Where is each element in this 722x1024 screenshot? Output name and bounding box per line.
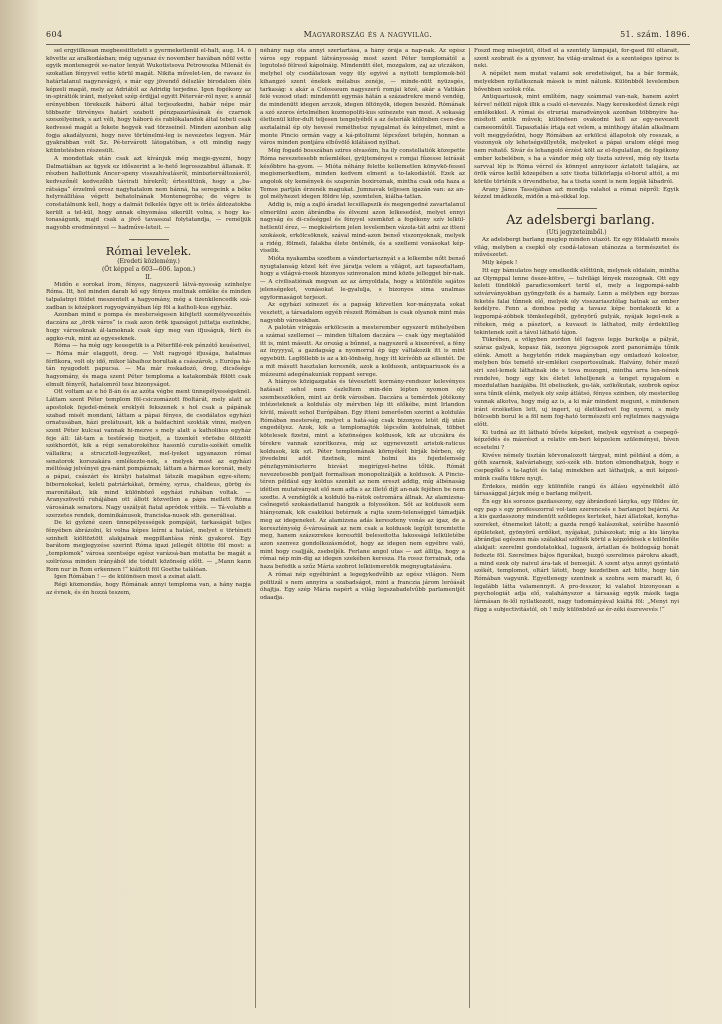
paragraph: Ott voltam az e hó 8-án és az azóta végbe ment ünnepélyességeknél. Láttam szent Péter templom föl-csiczomázott föoltárát, mely alatt az apostolok fejedel-mének ereklyéi fekszenek s hol csak a pápának szabad misét mondani, láttam a pápai fényes, de csodálatos egyházi ornatusában, házi prelátusait, kik a baldachint szokták vinni, melyen szent Péter kulcsai vannak hi-mezve s mely alatt a katholikus egyház feje áll: lát-tam a testőrség tisztjeit, a tizenkét vörösbe öltözött székhordót, kik a régi senatorokéhoz hasonló curulis-székét emelik vállaikra; a strucztoll-legyezőket, mel-lyeket ugyanazon római senatorok korszakára emlékezte-nek, s melyek most az egyházi méltóság jelvényei gya-nánt pompáznak; láttam a hármas koronát, mely a pápai, császári és királyi hatalmat látszik magában egye-sítem; bibornokokat, keleti patriárkákat, örmény, syrus, chaldeus, görög és maronitákat, kik mind különböző egyházi ruhában voltak. — Aranyszövetű ruhájában ott állott közvetlen a pápa mellett Róma városának senatora. Nagy uszályát fiatal apródok vitték. — Tá-volabb a szerzetes rendek, dominikánusok, franciska-nusok stb. generálisai.	[46, 389, 251, 519]
paragraph: Arany János Tassójában azt mondja valahol a római népről: Egyik kézzel imádkozik, midőn a má-sikkal lop.	[474, 186, 679, 201]
article-subheading: (Eredeti közlemény.)	[117, 257, 180, 265]
paragraph: Róma — ha még ugy keuegetik is a Péterfillé-rek pénzétő keuéseivel, — Róma már elaggott, öreg. — Volt ragyogó ifjusága, hatalmas férfikora, volt oly idő, mikor lábaihoz borultak a császárok, s Európa há-tán nyugodott papucsa. — Ma már roskadozó, öreg, dicsősége hagyomány, és maga szent Péter temploma a katakombák fölött csak elmult fényről, hatalomról tesz bizonyságot.	[46, 343, 251, 388]
paragraph: De ki győzné ezen ünnepélyességek pompáját, tarkaságát teljes fényében ábrázolni, ki volna képes leírni a hatást, melyet e történeti szinhelt kiöltöztött alakjainak megpillantása rénk gyakorol. Egy barátom megjegyzése szerint Róma igazi jellegét öltötte föl most: a „templomok“ városa szentsége egész varázsá-ban mutatta be magát a szélrózsa minden irányából ide tódult közönség előtt. — „Mann kann Rom nur in Rom erkennen !“ kiáltott föl Goethe találóan.	[46, 520, 251, 573]
text-columns	[46, 48, 690, 1008]
article-heading-adelsbergi-barlang: Az adelsbergi barlang.	[506, 213, 655, 229]
section-divider	[557, 208, 597, 209]
paragraph: A palotán virágzás erkölcsein a mesterember egyszerü mühelyében a számai szellemei — minden tiltalom daczára — csak úgy megtalálód itt is, mint másutt. Az ország a bűnnel, a nagyszerű a kiszerével, a fény az ínyyyyal, a gazdagság a nyomorral ép úgy váltakozik itt is mint egyebütt. Legföllebb is az a kü-lönbség, hogy itt kirívóbb az ellentét. De a mit másutt hasztalan keresnék, azok a koldusok, antiquariusok és a múzeumi adegénakuniak roppant serege.	[260, 325, 465, 378]
section-divider	[129, 239, 169, 240]
paragraph: A hiányos közigazgatás és tévesztett kormány-rendszer kelevényes hatásait sehol nem észleltem min-dén lépten nyomon oly szembeszökően, mint az örök városban. Daczára a temérdek jótékony intézeteknek a koldulás oly mérvben lép itt előkébe, mint Irlandon kívül, másutt sehol Európában. Egy itteni ismerősöm szerint a koldulás Rómában mesterség, melyet a hatá-ság csak bizonyos letét díj után engedélyez. Azok, kik a templomajtók lépcsőin koldulnak, többet kötelesek fizetni, mint a közönséges koldusok, kik az utczákra és térekre vannak szorítkozva, míg az ugynevezett aristok-raticus koldusok, kik szt. Péter templomának környékét birják bérben, oly jövedelmi adót fizetnek, mint holmi kis fejedelemség pénzügyminiszterre bizvást megirígyel-hetne tőlük. Rómát nevezetesebb pontjait formalisan monopolizálják a koldusok. A Pincio-téren például egy koldus szenkít az nem ereszt addig, míg álbénaság idétlen mutatványait elő nem adta s az illető díjt an-nak fejében be nem szedte. A vendéglők a kolduló ba-rátok ostromára állnak. Az alamizsna-csőnegető szokásdatlanul hangzik a folyosókon. Sőt az koldusok sem hiányoznak, kik csakükai betérnek a rajta szem-telenséggel támadják meg az idegeneket. Az alamizsna adás kereszteny vonás az igaz, de a kereszténység ő-városának az nem csak a koldusok legújít teremtette meg, hanem százezrekes keresztül belesoitotta lakosságá lelkületébe azon szenvez gondolkozásmódot, hogy az idegen nem egyébre való, mint hogy csaljják, zsebeljék. Ferlane angol utas — azt állitja, hogy a római nép min-dig az idegen szekében keresza. Ha rossz forrainak, oda haza befedik a szűz Mária szobrot lelkiismeretök megnyugtatására.	[260, 379, 465, 571]
paragraph: sel ergyiilkosan megbeesiittetett s gyermeketlenül el-halt, aug. 14. ő követte az aralkodásban; még ugyanaz év november havában nőül vette egyik montenegrói se-nator lenyát Wukotistsova Petrowszka Milenát és szokatlan fényyvel vette körül magát. Nikita művelet-len, de ravasz és határtalanul nagyravágyó, s már egy jövendő délszláv birodalom élén képzeli magát, mely az Adriától az Adridig terjedne. Igen fogékony az in-spirátiók iránt, melyeket szép érdijjal egyitt Pétervár-ról nyer, s annál erényebben törekszik háború által terjeszkedni, habár népe már többször törvényes határt szabott pénzpazarlásának és czarnok szeszélyeinek, s azt véli, hogy háború és rablókalandok által tebeti csak kedvessé magát a fekete hegyek vad törzseinél. Minden azonban alig fogja akadályozni, hogy neve történelmi-leg is nevezetes legyen. Már gyakrabban volt Sz. Pé-tervárott látogatóban, s ott mindig nagy kitüntetésben részesült.	[46, 48, 251, 155]
paragraph: Foszd meg misejétől, öltsd el a szentély lámpáját, for-gasd föl oltárait, szent szobrait és a gyonver, ha világ-uralmat és a szentséges igérsz is neki.	[474, 48, 679, 70]
column-divider	[469, 48, 470, 1008]
page-number: 604	[46, 30, 63, 39]
paragraph: Még fogadó bosszában szires olvasóim, ha ily constellatiók közepette Róma nevezetesebb műemlékei, gyüjteményei s romjai fűzesse leirását későbbre ha-gyom. — Mióta néhány felette kellemetlen könyvkö-fessel megismerkedtem, minden kedvem elment a to-lakodástól. Ezek az angolok oly kemények és szaporán boxiroznak, mintha csak oda haza a Temse partján érzenék magukat. Jumnavak teljesen igazán van: az an-gol mélyhezet idegen földre lép, szemtelen, kiálha-tatlan.	[260, 148, 465, 201]
figure-note: (Öt képpel a 603—606. lapon.)	[101, 265, 196, 273]
column-2	[260, 48, 465, 1008]
header-rule	[46, 44, 690, 45]
paragraph: Mily képek !	[482, 260, 518, 267]
column-3	[474, 48, 679, 1008]
column-divider	[255, 48, 256, 1008]
paragraph: Antiquariusok, mint említém, nagy számmal van-nak, hanem azért kérve! nélkül rájok illik a csaló el-nevezés. Nagy kereskedést űznek régi emlékekkel. A római és etruriai maradványok azonban többnyire ha-misított antik művek; különösen ovakodni kell az egy-nevezett cameeoműtől. Tapasztalás írtaja ezt velem, a minthogy átalán alkalmam volt meggyőződni, hogy Rómában az erkölcsi állapotok oly rosszak, a viszonyok oly lehetségsüllyetők, melyeket a pápai uralom elégé meg nem rohatő. Sivár és lehangoló érzést költ az el-fogulatlan, de fogékony ember kebelében, s ha a vándor még oly tiszta szivvel, még oly tiszta sarvval lép is Róma vérrel és könnyel annyiszor áztatott talajára, az örök város kellő közepében a sziv tiszta túlkörlapja el-borul attól, a mi körüle történik s örvendhetsz, ha a tiszta szent is nem lopják lábadról.	[474, 94, 679, 185]
column-1	[46, 48, 251, 1008]
paragraph: Mióta nyakamba szedtem a vándortarisznyát s a lelkembe nőtt benső nyugtalanság közel két éve járatja velem a világot, azt tapasztaltam, hogy a világvá-rosok bizonyos szinvonalon mind közös jellegget bír-nak. — A civilisatiónak megvan az az árnyoldala, hogy a különféle sajátos jelenségeket, vonásokat le-gyalulja, s bizonyos sima unalmas egyformaságot terjeszt.	[260, 255, 465, 301]
running-title: Magyarország és a nagyvilág.	[303, 30, 433, 39]
paragraph: Addig is, míg a zajló áradat lecsillapszik és megengedné zavartalanul elmerülni azon ábrándba és élvezni azon lelkesedést, melyet ennyi nagyság és di-csőséggel és fényyel szemközt a fogékony szív lelkül-hetlenül érez, — megkisértem jelen levelemben vázola-tát adni az itteni szokások, erkölcsöknek, szával mind-azon benső viszonyoknak, melyek a ridég, fölmeli, falakba élete önténék, és a szellemi vonásokat kép-viselik.	[260, 202, 465, 255]
paragraph: Régi közmondás, hogy Rómának annyi temploma van, a hány napja az évnek, és én hozzá teszem,	[46, 582, 251, 596]
paragraph: Igen Rómában ! — de különösen most a zsinat alatt.	[54, 574, 202, 581]
paragraph: Ki tudná az itt látható bűvös képeket, melyek egyrészt a csepegő-képződés és másrészt a relativ em-beri képzelem szüleményei, híven ecsetelni ?	[474, 429, 679, 452]
article-subheading: (Uti jegyzeteimből.)	[546, 229, 607, 237]
binding-shadow	[0, 0, 40, 1024]
article-heading-romai-levelek: Római levelek.	[105, 243, 192, 258]
paragraph: néhány nap óta annyi szertartása, a hány órája a nap-nak. Az egész város egy roppant látványosság most szent Péter templomától a legutolsó félreső kápolnáig. Mindenütt élet, mozgalom, zaj az utczákon, melyhel oly csodálatosan vegy üly egyivé a nyitott templomok-ból kihangzó szent énekek mélabus zenéje, — minde-nütt nyüzsgés, tarkaság: s akár a Colosseum nagyszerű romjai közé, akár a Vatikán felé vezesd utad: mindenütt egymás hátán a századrekre menő vendég, de mindenütt idegen arczok, idegen öltönyök, idegen beszéd. Rómának a szó szoros értelmében kozmopoliti-kus színezete van most. A sokaság élettenül kifor-dult teljesen tengelyéből s az ősteriák különben csen-des asztalainál ép oly hevesé reméthetsz nyugalmat és kényelmet, mint a monte Pincio ormán vagy a ká-pitoliumi lépcsőzet tetején, honnan a város minden pontjára elbűvölő kilátásod nyílhat.	[260, 48, 465, 147]
page-header	[46, 30, 690, 42]
paragraph: Az adelsbergi barlang meglep minden utazót. Ez egy földalatti mesés világ, melyben a csepkő oly csodá-latosan utánozza a természetet és művészetet.	[474, 237, 679, 259]
paragraph: Azonban mind e pompa és mesterségesen kifejtett személyveszétés daczára az „örök város“ is csak azon örök igazságot juttatja eszünkbe, hogy városoknak ál-lamoknak csak úgy meg van ifjuságuk, férfi és aggko-ruk, mint az egyeseknek.	[46, 312, 251, 342]
paragraph: A mondottak után csak azt kívánjuk még megje-gyezni, hogy Dalmatiában az ügyek ez időszerint a le-hető legrosszabbul állanak. E részben hallottunk Ancer-speny visszahívatásról, miniszterváltozásról, kedvezőnél kedvezőbb távirati hírekről; értesültünk, hogy a „ba-rátsága“ érzelmű orosz nagyhatalom nem bánná, ha seregeink a béke helyreállítása végett behatolnának Montenegróba; de végre is constatálnunk kell, hogy a dalmát felkelés ügye ott is örlés áldozatokba került a tel-kül, hogy annak elnyomása sikerült volna, s hogy ka-tonaságunk, majd csak a jövő tavasszal folytatandja, — reméljük nagyobb eredménnyel — hadműve-leteit. —	[46, 155, 251, 232]
paragraph: Az egyházi szinezet és a papság közvetlen kor-mányzata sokat vesztett, a társadalom egyéb részeit Rómában is csak olyanok mint más nagyobb városokban.	[260, 302, 465, 324]
paragraph: Érdekes, midőn egy különféle rangú és állásu egyénekből álló társasággal járjuk még e barlang mélyeit.	[474, 483, 679, 498]
section-number: II.	[145, 273, 152, 281]
paragraph: Én egy kis sorozos gazdasszony, egy ábrándozó lányka, egy földes úr, egy pap s egy professzorral vol-tam szerencsés e barlangot bejárni. Az a kis gazdasszony mindenütt szőldeges kerteket, házi állatokat, konyha-szereket, étnemeket látott; a gazda rengő kalászokat, szérűbe hasonló épületeket, gyönyörű erdőket, nyájakat, juhászokat; míg a kis lányka ábrándjai egészen más szálakkal szőtték körül a képződések e különféle alakjait: szerelmi gondolatokkal, lugasok, ártatlan és boldogság honát fedezte föl. Szerelmes bájos figurákat, buzgó szerelmes párokra akadt, a mind ezek oly naivul ára-tak el benseját. A szent atya annyi gyóntató székét, templomot, oltárt látott, hogy kezdetben azt hitte, hogy tán Rómában vagyunk. Egyetlenegy szentnek a szobra sem maradt ki, ő legalább látta valamennyit. A pro-fesszor, ki valahol bizonyosan a psychologiát adja elő, valahányszor a társaság egyik másik tagja lármásan fe-lől nyilatkozott, nagy tudományával kiáltá föl: „Menyi nyi fúgg a subjectivitástól, oh ! mily különböző az ér-zéki észrevevés !“	[474, 498, 679, 613]
paragraph: A római nép egyébiránt a legegykedvűbb az egész világon. Nem politizál s nem annyira a szabadságot, mint a franczia járom leróását óhajtja. Egy szép Mária napért a világ legszabadelvűbb parlamentjét odaadja.	[260, 571, 465, 601]
paragraph: Tükrében, a völgyben zordon tél fagyos lepje burkolja a pályát, száraz galyak, kopasz fák, iszonyu jégcsapok zord panorámája tűnik elénk. Amott a hegytetőn ridek magányban egy omladozó kolostor, melyben bús temető sir-emlékei csoportosulnak. Halvány, fehér mező siri szel-lemek láthatnak ide s tova mozogni, mintha arra len-nének rendelve, hogy egy kis életet lehelljenek a tenget nyugalom e mozdulatlan hazájába. Itt obeliszkek, gu-lák, szökőkutak, szobrok egész sora tűnik elénk, melyek oly szép átlátsó, fényes szinben, oly mesterileg vannak alkotva, hogy még az is, a ki már mindent megunt, s mindenen iránt érzéketlen lett, uj ingert, uj élettkedvet fog nyerni, s mely bölcsebb borul le a föl nem fog-ható természeti erő rejtelmes nagysága előtt.	[474, 337, 679, 428]
paragraph: Kivéve némely tisztán körvonalozott tárgyat, mint például a dóm, a góth szarnok, kalváriahegy, szó-szék stb. bizton elmondhatjuk, hogy e csepegőkő s ta-lagtót és talaj minekben azt láthatjuk, a mit képzel-münk csalfa tükre nyujt.	[474, 452, 679, 482]
paragraph: Itt egy bámulatos hegy emelkedik előttünk, melynek oldalain, mintha az Olymppal lenne össze-kötve, — tulvilági lények mozognak. Ott egy keleti tündöklő paradicsomkert terül el, mely a legpompá-sabb szivárványokban gyöngyözik és a hamaly. Lenn a mélyben egy borzas feketés falai tűnnek elő, melyek oly visszariasztólag hatnak az ember kedélyre. Fenn a domboa pedig a tavasz képe bontakozik ki a legpompá-zóbbek tömkelegéből, gyönyörű gulyák, nyájak legel-nek a réteken, még a pásztort, a kuvaszt is láthatod, mily érdekülleg tekintenek szét a távol látható tájon.	[474, 267, 679, 336]
issue-info: 51. szám. 1896.	[620, 30, 690, 39]
paragraph: Midőn e sorokat írom, fényes, nagyszerű látvá-nyosság szinhelye Róma. Itt, hol minden darab kő egy fényes multnak emléke és minden talpalatnyi földet meszentelt a hagyomány, még a tizenkilencedik szá-zadban is középkori rogyogványában lép föl a katholi-kus egyház.	[46, 281, 251, 311]
paragraph: A népélet nem mutat valami sok eredetiséget, ha a bár formák, melyekben nyilatkoznak mások is mint nálunk. Különbből levelemben bővebben szólok róla.	[474, 71, 679, 93]
